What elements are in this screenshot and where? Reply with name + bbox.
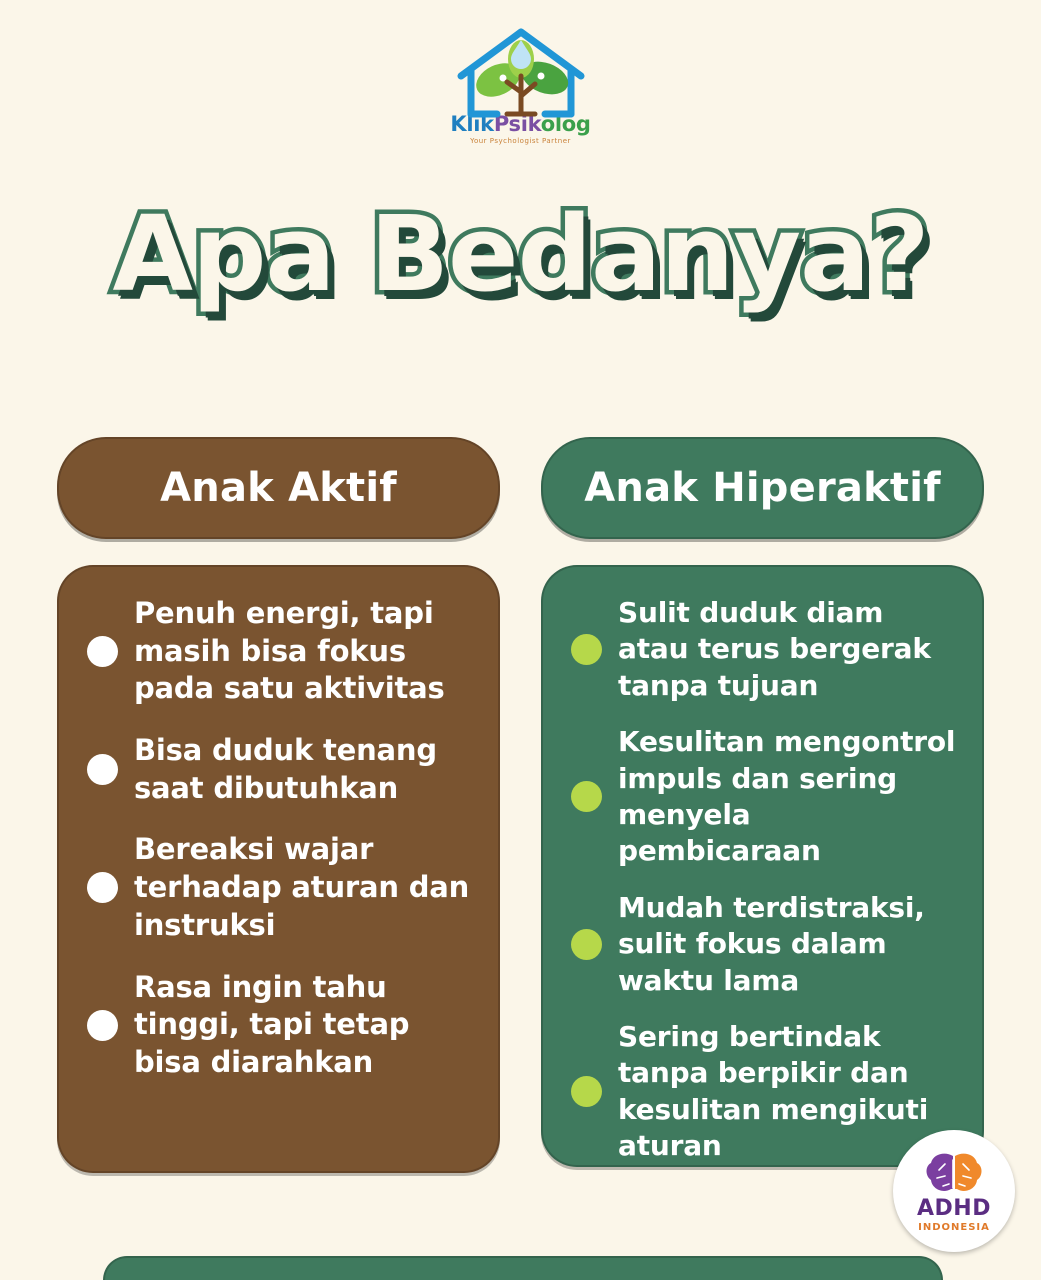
bullet-dot-icon (571, 1076, 602, 1107)
list-item (77, 732, 474, 807)
list-item-text: Kesulitan mengontrol impuls dan sering menyela pembicaraan (618, 725, 956, 868)
badge-title: ADHD (917, 1195, 991, 1221)
list-item-text: Sering bertindak tanpa berpikir dan kesulitan mengikuti aturan (618, 1019, 929, 1163)
bullet-dot-icon (571, 781, 602, 812)
bullet-dot-icon (571, 634, 602, 665)
bullet-dot-icon (87, 872, 118, 903)
brand-logo (0, 18, 1041, 178)
column-anak-hiperaktif (541, 437, 984, 1173)
brain-icon (923, 1150, 985, 1196)
list-item (77, 831, 474, 944)
list-item (77, 595, 474, 708)
list-item-text: Mudah terdistraksi, sulit fokus dalam waktu lama (618, 890, 925, 997)
house-plant-logo-icon (441, 18, 601, 128)
logo-tagline: Your Psychologist Partner (470, 137, 571, 145)
column-body-anak-aktif (57, 565, 500, 1173)
list-item-text: Bereaksi wajar terhadap aturan dan instruksi (134, 832, 470, 942)
adhd-indonesia-badge (893, 1130, 1015, 1252)
logo-word-part2: Psik (493, 112, 541, 136)
list-item-text: Penuh energi, tapi masih bisa fokus pada satu aktivitas (134, 596, 445, 706)
column-anak-aktif (57, 437, 500, 1173)
badge-subtitle: INDONESIA (918, 1221, 990, 1233)
list-item-text: Rasa ingin tahu tinggi, tapi tetap bisa diarahkan (134, 969, 410, 1079)
column-header-anak-hiperaktif: Anak Hiperaktif (541, 437, 984, 539)
list-item (77, 969, 474, 1082)
page-title: Apa Bedanya? (112, 193, 929, 315)
list-item (561, 1019, 958, 1165)
bullet-dot-icon (87, 636, 118, 667)
bullet-dot-icon (571, 929, 602, 960)
list-item (561, 595, 958, 704)
list-item (561, 724, 958, 870)
bullet-dot-icon (87, 1010, 118, 1041)
bottom-decorative-strip (103, 1256, 943, 1280)
logo-word-part1: Klik (450, 112, 494, 136)
column-body-anak-hiperaktif (541, 565, 984, 1167)
comparison-columns (0, 437, 1041, 1173)
list-item (561, 890, 958, 999)
list-item-text: Bisa duduk tenang saat dibutuhkan (134, 733, 437, 805)
column-header-anak-aktif: Anak Aktif (57, 437, 500, 539)
list-item-text: Sulit duduk diam atau terus bergerak tanpa tujuan (618, 596, 931, 702)
logo-word-part3: olog (540, 112, 591, 136)
bullet-dot-icon (87, 754, 118, 785)
